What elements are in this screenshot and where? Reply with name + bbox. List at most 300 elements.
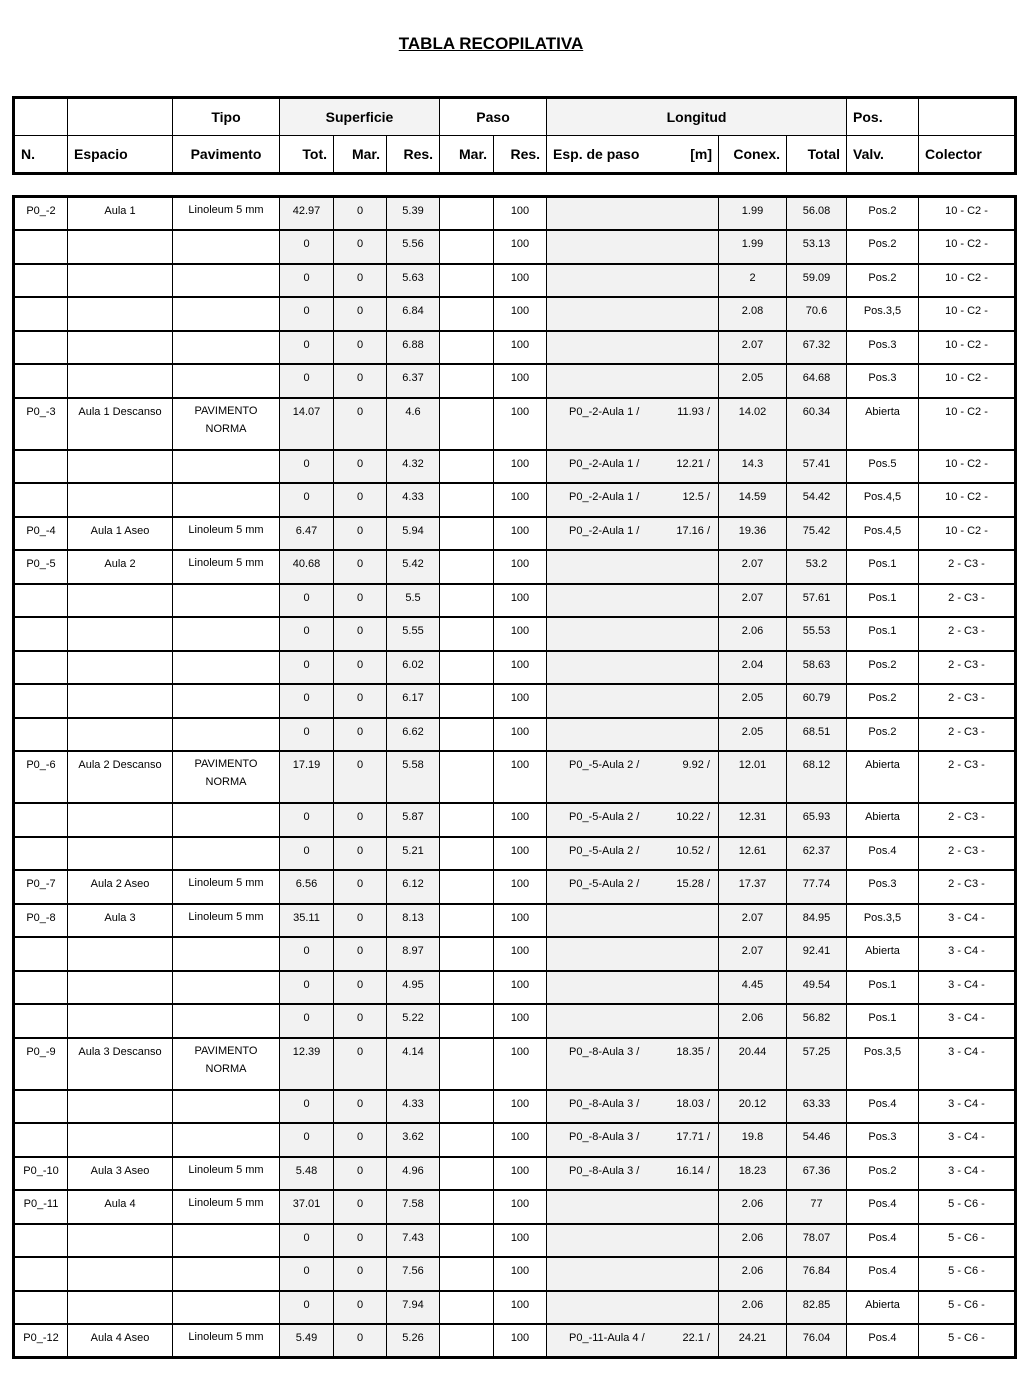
header-blank-n [14, 98, 68, 136]
cell-tot: 0 [280, 264, 334, 298]
cell-n: P0_-9 [14, 1038, 68, 1090]
cell-ep [547, 1190, 719, 1224]
table-row [14, 1123, 1016, 1157]
cell-total: 55.53 [787, 617, 847, 651]
cell-conex: 4.45 [719, 971, 787, 1005]
cell-tot: 12.39 [280, 1038, 334, 1090]
cell-ep [547, 904, 719, 938]
cell-col: 10 - C2 - [919, 331, 1016, 365]
cell-tot: 40.68 [280, 550, 334, 584]
cell-ep [547, 751, 719, 803]
cell-tot: 5.49 [280, 1324, 334, 1358]
table-row [14, 230, 1016, 264]
table-row [14, 1157, 1016, 1191]
cell-res: 8.13 [387, 904, 440, 938]
cell-n [14, 1004, 68, 1038]
cell-tot: 0 [280, 1257, 334, 1291]
cell-valv: Pos.2 [847, 718, 919, 752]
cell-pmar [440, 364, 494, 398]
cell-mar: 0 [334, 837, 387, 871]
cell-mar: 0 [334, 718, 387, 752]
cell-m: 16.14 / [676, 1164, 710, 1177]
cell-pres: 100 [494, 1257, 547, 1291]
cell-mar: 0 [334, 1224, 387, 1258]
cell-m: 17.71 / [676, 1131, 710, 1143]
cell-pres: 100 [494, 937, 547, 971]
cell-ep [547, 197, 719, 231]
cell-pres: 100 [494, 751, 547, 803]
cell-esp [68, 483, 173, 517]
cell-ep [547, 1257, 719, 1291]
table-row [14, 837, 1016, 871]
cell-pmar [440, 483, 494, 517]
cell-ep [547, 1038, 719, 1090]
cell-pres: 100 [494, 1324, 547, 1358]
cell-mar: 0 [334, 550, 387, 584]
cell-esp [68, 364, 173, 398]
cell-tot: 0 [280, 1224, 334, 1258]
header-esp-paso: Esp. de paso [553, 146, 640, 162]
cell-tot: 17.19 [280, 751, 334, 803]
cell-conex: 2.07 [719, 937, 787, 971]
cell-conex: 20.44 [719, 1038, 787, 1090]
cell-res: 6.84 [387, 297, 440, 331]
cell-col: 2 - C3 - [919, 870, 1016, 904]
cell-total: 67.32 [787, 331, 847, 365]
cell-col: 10 - C2 - [919, 197, 1016, 231]
cell-valv: Abierta [847, 937, 919, 971]
cell-total: 54.42 [787, 483, 847, 517]
cell-total: 82.85 [787, 1291, 847, 1325]
cell-tot: 0 [280, 651, 334, 685]
cell-pav: Linoleum 5 mm [173, 517, 280, 551]
cell-res: 5.21 [387, 837, 440, 871]
cell-esp: Aula 2 [68, 550, 173, 584]
cell-valv: Pos.4 [847, 837, 919, 871]
cell-valv: Pos.3 [847, 1123, 919, 1157]
header-conex: Conex. [719, 136, 787, 174]
cell-conex: 2.05 [719, 718, 787, 752]
cell-n: P0_-5 [14, 550, 68, 584]
cell-esp: Aula 1 [68, 197, 173, 231]
cell-pav: Linoleum 5 mm [173, 197, 280, 231]
cell-tot: 0 [280, 364, 334, 398]
cell-total: 49.54 [787, 971, 847, 1005]
cell-pmar [440, 837, 494, 871]
cell-pmar [440, 1190, 494, 1224]
cell-ep [547, 517, 719, 551]
cell-ep [547, 398, 719, 450]
cell-esp [68, 1224, 173, 1258]
cell-pmar [440, 331, 494, 365]
cell-esp [68, 651, 173, 685]
cell-n [14, 364, 68, 398]
table-row [14, 1190, 1016, 1224]
cell-res: 5.94 [387, 517, 440, 551]
cell-res: 7.94 [387, 1291, 440, 1325]
cell-pres: 100 [494, 1090, 547, 1124]
cell-res: 5.22 [387, 1004, 440, 1038]
cell-res: 5.87 [387, 803, 440, 837]
cell-n [14, 1090, 68, 1124]
cell-conex: 2.07 [719, 584, 787, 618]
cell-pmar [440, 1224, 494, 1258]
cell-pmar [440, 803, 494, 837]
cell-res: 6.88 [387, 331, 440, 365]
cell-valv: Pos.3 [847, 870, 919, 904]
cell-valv: Pos.3,5 [847, 297, 919, 331]
cell-pav: PAVIMENTO NORMA [173, 1038, 280, 1090]
table-row [14, 1257, 1016, 1291]
cell-pmar [440, 584, 494, 618]
cell-tot: 42.97 [280, 197, 334, 231]
cell-n [14, 483, 68, 517]
cell-pres: 100 [494, 230, 547, 264]
cell-valv: Pos.3,5 [847, 1038, 919, 1090]
cell-pav [173, 803, 280, 837]
cell-esp [68, 1004, 173, 1038]
cell-tot: 0 [280, 837, 334, 871]
cell-pav [173, 450, 280, 484]
cell-valv: Pos.2 [847, 684, 919, 718]
cell-tot: 0 [280, 718, 334, 752]
cell-pres: 100 [494, 517, 547, 551]
cell-res: 6.17 [387, 684, 440, 718]
cell-n: P0_-7 [14, 870, 68, 904]
cell-pav [173, 837, 280, 871]
header-res: Res. [387, 136, 440, 174]
cell-mar: 0 [334, 937, 387, 971]
cell-pav: Linoleum 5 mm [173, 904, 280, 938]
cell-esp-paso: P0_-8-Aula 3 / [569, 1131, 640, 1143]
cell-col: 5 - C6 - [919, 1257, 1016, 1291]
cell-valv: Pos.1 [847, 584, 919, 618]
cell-esp [68, 450, 173, 484]
cell-ep [547, 937, 719, 971]
table-row [14, 1090, 1016, 1124]
cell-pmar [440, 264, 494, 298]
cell-res: 5.39 [387, 197, 440, 231]
cell-col: 3 - C4 - [919, 1123, 1016, 1157]
cell-pav [173, 331, 280, 365]
cell-conex: 14.02 [719, 398, 787, 450]
table-row [14, 297, 1016, 331]
cell-total: 57.61 [787, 584, 847, 618]
cell-col: 2 - C3 - [919, 803, 1016, 837]
header-blank-colector [919, 98, 1016, 136]
cell-ep [547, 803, 719, 837]
cell-conex: 12.01 [719, 751, 787, 803]
cell-valv: Abierta [847, 1291, 919, 1325]
cell-valv: Pos.2 [847, 230, 919, 264]
cell-pmar [440, 550, 494, 584]
cell-valv: Pos.2 [847, 1157, 919, 1191]
table-row [14, 364, 1016, 398]
cell-total: 57.25 [787, 1038, 847, 1090]
cell-n [14, 1291, 68, 1325]
cell-m: 12.5 / [682, 491, 710, 503]
cell-conex: 2.06 [719, 1257, 787, 1291]
cell-col: 3 - C4 - [919, 1157, 1016, 1191]
cell-res: 5.5 [387, 584, 440, 618]
cell-pav [173, 1291, 280, 1325]
cell-n [14, 450, 68, 484]
header-colector: Colector [919, 136, 1016, 174]
cell-m: 17.16 / [676, 524, 710, 537]
cell-esp [68, 1090, 173, 1124]
header-paso-mar: Mar. [440, 136, 494, 174]
cell-esp-paso: P0_-5-Aula 2 / [569, 844, 640, 857]
cell-valv: Pos.5 [847, 450, 919, 484]
cell-res: 5.42 [387, 550, 440, 584]
cell-n [14, 651, 68, 685]
cell-m: 9.92 / [682, 759, 710, 771]
cell-pmar [440, 718, 494, 752]
cell-pres: 100 [494, 870, 547, 904]
cell-valv: Abierta [847, 803, 919, 837]
cell-pav [173, 1123, 280, 1157]
cell-pmar [440, 450, 494, 484]
cell-res: 4.6 [387, 398, 440, 450]
cell-pav [173, 1257, 280, 1291]
cell-pav: Linoleum 5 mm [173, 1324, 280, 1358]
cell-tot: 0 [280, 297, 334, 331]
cell-ep [547, 837, 719, 871]
cell-ep [547, 1090, 719, 1124]
header-longitud: Longitud [547, 98, 847, 136]
cell-pres: 100 [494, 264, 547, 298]
cell-total: 54.46 [787, 1123, 847, 1157]
cell-res: 5.56 [387, 230, 440, 264]
cell-pres: 100 [494, 1038, 547, 1090]
cell-pres: 100 [494, 904, 547, 938]
cell-tot: 0 [280, 584, 334, 618]
cell-valv: Pos.4 [847, 1190, 919, 1224]
cell-pmar [440, 1291, 494, 1325]
cell-valv: Abierta [847, 398, 919, 450]
cell-mar: 0 [334, 870, 387, 904]
cell-pres: 100 [494, 197, 547, 231]
cell-pav [173, 584, 280, 618]
cell-esp [68, 331, 173, 365]
cell-res: 5.26 [387, 1324, 440, 1358]
cell-col: 10 - C2 - [919, 517, 1016, 551]
cell-mar: 0 [334, 1324, 387, 1358]
cell-total: 92.41 [787, 937, 847, 971]
cell-conex: 2.07 [719, 550, 787, 584]
cell-conex: 20.12 [719, 1090, 787, 1124]
cell-n [14, 264, 68, 298]
cell-pmar [440, 1157, 494, 1191]
header-paso: Paso [440, 98, 547, 136]
cell-conex: 18.23 [719, 1157, 787, 1191]
cell-conex: 24.21 [719, 1324, 787, 1358]
cell-n [14, 837, 68, 871]
cell-valv: Pos.1 [847, 1004, 919, 1038]
cell-esp: Aula 3 Descanso [68, 1038, 173, 1090]
table-row [14, 398, 1016, 450]
cell-pav [173, 297, 280, 331]
header-valv: Valv. [847, 136, 919, 174]
cell-conex: 2.06 [719, 1291, 787, 1325]
cell-pav [173, 651, 280, 685]
cell-n: P0_-11 [14, 1190, 68, 1224]
cell-esp [68, 718, 173, 752]
cell-res: 6.02 [387, 651, 440, 685]
cell-esp-paso: P0_-8-Aula 3 / [569, 1097, 640, 1110]
cell-mar: 0 [334, 584, 387, 618]
cell-res: 6.37 [387, 364, 440, 398]
cell-total: 65.93 [787, 803, 847, 837]
cell-col: 2 - C3 - [919, 584, 1016, 618]
cell-n [14, 297, 68, 331]
table-row [14, 584, 1016, 618]
cell-total: 63.33 [787, 1090, 847, 1124]
cell-esp [68, 230, 173, 264]
cell-res: 6.62 [387, 718, 440, 752]
cell-col: 10 - C2 - [919, 364, 1016, 398]
cell-pmar [440, 751, 494, 803]
cell-total: 68.12 [787, 751, 847, 803]
table-row [14, 684, 1016, 718]
cell-ep [547, 550, 719, 584]
cell-mar: 0 [334, 264, 387, 298]
cell-total: 57.41 [787, 450, 847, 484]
cell-pmar [440, 230, 494, 264]
cell-conex: 12.31 [719, 803, 787, 837]
cell-pav [173, 718, 280, 752]
cell-total: 76.84 [787, 1257, 847, 1291]
cell-pmar [440, 651, 494, 685]
page-title [0, 34, 982, 54]
cell-n [14, 1257, 68, 1291]
cell-res: 4.95 [387, 971, 440, 1005]
cell-col: 2 - C3 - [919, 651, 1016, 685]
table-row [14, 971, 1016, 1005]
cell-pav [173, 483, 280, 517]
cell-tot: 14.07 [280, 398, 334, 450]
cell-valv: Pos.3 [847, 364, 919, 398]
cell-esp: Aula 3 Aseo [68, 1157, 173, 1191]
cell-col: 10 - C2 - [919, 264, 1016, 298]
cell-conex: 14.59 [719, 483, 787, 517]
cell-col: 3 - C4 - [919, 937, 1016, 971]
cell-pres: 100 [494, 617, 547, 651]
cell-esp [68, 1123, 173, 1157]
cell-n [14, 1224, 68, 1258]
cell-pmar [440, 1004, 494, 1038]
cell-n: P0_-10 [14, 1157, 68, 1191]
cell-conex: 1.99 [719, 197, 787, 231]
cell-m: 11.93 / [677, 405, 710, 418]
cell-mar: 0 [334, 517, 387, 551]
cell-pres: 100 [494, 364, 547, 398]
cell-total: 84.95 [787, 904, 847, 938]
cell-res: 7.58 [387, 1190, 440, 1224]
cell-res: 4.33 [387, 483, 440, 517]
cell-col: 5 - C6 - [919, 1190, 1016, 1224]
cell-res: 4.33 [387, 1090, 440, 1124]
cell-tot: 0 [280, 1090, 334, 1124]
cell-esp [68, 1257, 173, 1291]
table-row [14, 331, 1016, 365]
cell-mar: 0 [334, 617, 387, 651]
cell-esp-paso: P0_-5-Aula 2 / [569, 878, 640, 890]
cell-res: 5.63 [387, 264, 440, 298]
cell-col: 5 - C6 - [919, 1224, 1016, 1258]
cell-res: 7.43 [387, 1224, 440, 1258]
table-row [14, 904, 1016, 938]
cell-col: 3 - C4 - [919, 971, 1016, 1005]
cell-pres: 100 [494, 398, 547, 450]
header-esp-paso-cell [547, 136, 719, 174]
cell-res: 4.14 [387, 1038, 440, 1090]
cell-mar: 0 [334, 230, 387, 264]
cell-esp-paso: P0_-5-Aula 2 / [569, 759, 640, 771]
cell-m: 18.35 / [676, 1045, 710, 1058]
cell-n [14, 230, 68, 264]
cell-pmar [440, 1257, 494, 1291]
cell-n [14, 718, 68, 752]
cell-pres: 100 [494, 550, 547, 584]
cell-esp: Aula 4 Aseo [68, 1324, 173, 1358]
cell-mar: 0 [334, 1157, 387, 1191]
cell-total: 62.37 [787, 837, 847, 871]
cell-ep [547, 971, 719, 1005]
cell-pres: 100 [494, 803, 547, 837]
cell-mar: 0 [334, 904, 387, 938]
cell-pav [173, 230, 280, 264]
cell-valv: Pos.3,5 [847, 904, 919, 938]
cell-col: 2 - C3 - [919, 617, 1016, 651]
cell-mar: 0 [334, 483, 387, 517]
cell-total: 58.63 [787, 651, 847, 685]
cell-res: 7.56 [387, 1257, 440, 1291]
cell-total: 59.09 [787, 264, 847, 298]
header-n: N. [14, 136, 68, 174]
title-text: TABLA RECOPILATIVA [398, 34, 584, 53]
cell-pmar [440, 1038, 494, 1090]
cell-esp [68, 684, 173, 718]
cell-res: 8.97 [387, 937, 440, 971]
header-m: [m] [690, 146, 713, 162]
header-blank-espacio [68, 98, 173, 136]
cell-total: 67.36 [787, 1157, 847, 1191]
cell-valv: Pos.1 [847, 971, 919, 1005]
cell-ep [547, 1123, 719, 1157]
cell-n: P0_-8 [14, 904, 68, 938]
table-row [14, 483, 1016, 517]
cell-pres: 100 [494, 1291, 547, 1325]
cell-ep [547, 684, 719, 718]
cell-mar: 0 [334, 971, 387, 1005]
cell-mar: 0 [334, 1291, 387, 1325]
cell-pmar [440, 870, 494, 904]
cell-col: 3 - C4 - [919, 1038, 1016, 1090]
cell-total: 53.2 [787, 550, 847, 584]
cell-pres: 100 [494, 450, 547, 484]
cell-tot: 0 [280, 937, 334, 971]
cell-tot: 37.01 [280, 1190, 334, 1224]
cell-m: 10.52 / [676, 844, 710, 857]
cell-pmar [440, 197, 494, 231]
cell-total: 76.04 [787, 1324, 847, 1358]
cell-mar: 0 [334, 1004, 387, 1038]
cell-pav: Linoleum 5 mm [173, 1190, 280, 1224]
cell-conex: 2.06 [719, 1004, 787, 1038]
cell-valv: Pos.4 [847, 1090, 919, 1124]
cell-pav: Linoleum 5 mm [173, 550, 280, 584]
